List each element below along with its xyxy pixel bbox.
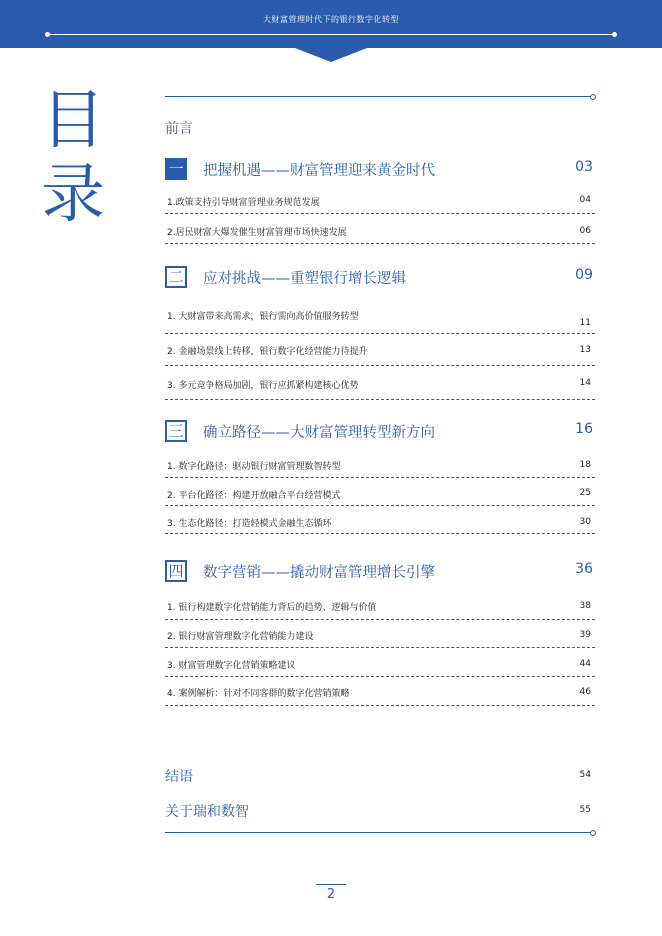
- toc-item[interactable]: [165, 366, 595, 400]
- chapter-page: 36: [575, 561, 593, 577]
- chapter-page: 09: [575, 267, 593, 283]
- header-band: [0, 0, 662, 48]
- toc-item-page: 38: [579, 601, 591, 611]
- toc-item[interactable]: [165, 296, 595, 334]
- chapter-3[interactable]: [165, 420, 595, 444]
- about-page: 55: [579, 805, 591, 815]
- conclusion-label: 结语: [165, 769, 193, 785]
- chapter-number-badge: 一: [165, 158, 187, 180]
- toc-item[interactable]: [165, 592, 595, 620]
- toc-item-page: 14: [579, 378, 591, 388]
- toc-item-page: 18: [579, 460, 591, 470]
- toc-item-label: 2. 平台化路径：构建开放融合平台经营模式: [167, 491, 341, 501]
- toc-item-page: 44: [579, 659, 591, 669]
- chapter-number-badge: 二: [165, 266, 187, 288]
- toc-item[interactable]: [165, 506, 595, 534]
- toc-item-page: 30: [579, 517, 591, 527]
- header-notch: [295, 48, 367, 62]
- toc-item-label: 1. 银行构建数字化营销能力背后的趋势、逻辑与价值: [167, 603, 377, 613]
- toc-conclusion[interactable]: [165, 766, 595, 786]
- toc-item[interactable]: [165, 677, 595, 706]
- bottom-rule: [165, 832, 591, 833]
- toc-item-page: 06: [579, 226, 591, 236]
- about-label: 关于瑞和数智: [165, 804, 249, 820]
- chapter-title: 把握机遇——财富管理迎来黄金时代: [203, 163, 435, 179]
- toc-item-label: 4. 案例解析：针对不同客群的数字化营销策略: [167, 689, 350, 699]
- conclusion-page: 54: [579, 770, 591, 780]
- toc-item-page: 13: [579, 345, 591, 355]
- toc-item[interactable]: [165, 478, 595, 506]
- toc-item-label: 3. 财富管理数字化营销策略建议: [167, 661, 296, 671]
- chapter-page: 03: [575, 159, 593, 175]
- chapter-title: 确立路径——大财富管理转型新方向: [203, 425, 435, 441]
- header-divider: [48, 34, 614, 35]
- toc-item-page: 25: [579, 488, 591, 498]
- toc-preface[interactable]: 前言: [165, 121, 193, 137]
- toc-item-label: 2. 金融场景线上转移，银行数字化经营能力待提升: [167, 347, 368, 357]
- chapter-number-badge: 三: [165, 420, 187, 442]
- toc-item[interactable]: [165, 214, 595, 244]
- toc-item-label: 1. 数字化路径：驱动银行财富管理数智转型: [167, 462, 341, 472]
- chapter-2[interactable]: [165, 266, 595, 290]
- chapter-number-badge: 四: [165, 560, 187, 582]
- toc-item[interactable]: [165, 188, 595, 214]
- chapter-title: 应对挑战——重塑银行增长逻辑: [203, 271, 406, 287]
- big-title-char-2: 录: [41, 158, 105, 232]
- toc-item[interactable]: [165, 450, 595, 478]
- toc-item-page: 39: [579, 630, 591, 640]
- toc-about[interactable]: [165, 801, 595, 821]
- toc-big-title: [38, 84, 108, 232]
- header-title: 大财富管理时代下的银行数字化转型: [263, 15, 399, 24]
- toc-item-label: 1. 大财富带来高需求，银行需向高价值服务转型: [167, 312, 359, 322]
- toc-item-label: 3. 多元竞争格局加剧，银行应抓紧构建核心优势: [167, 381, 359, 391]
- chapter-title: 数字营销——撬动财富管理增长引擎: [203, 565, 435, 581]
- toc-item[interactable]: [165, 334, 595, 366]
- chapter-4[interactable]: [165, 560, 595, 584]
- toc-item-label: 2. 银行财富管理数字化营销能力建设: [167, 632, 314, 642]
- top-rule: [165, 96, 591, 97]
- chapter-1[interactable]: [165, 158, 595, 182]
- header-dot-left: [45, 32, 50, 37]
- toc-item-label: 1.政策支持引导财富管理业务规范发展: [167, 198, 320, 208]
- header-dot-right: [612, 32, 617, 37]
- toc-item-page: 04: [579, 195, 591, 205]
- toc-item-page: 46: [579, 687, 591, 697]
- toc-item-label: 2.居民财富大爆发催生财富管理市场快速发展: [167, 228, 347, 238]
- toc-item[interactable]: [165, 648, 595, 677]
- toc-item-page: 11: [579, 318, 591, 328]
- toc-item[interactable]: [165, 620, 595, 648]
- chapter-page: 16: [575, 421, 593, 437]
- big-title-char-1: 目: [41, 84, 105, 158]
- page-number: 2: [316, 884, 346, 902]
- toc-item-label: 3. 生态化路径：打造轻模式金融生态循环: [167, 519, 332, 529]
